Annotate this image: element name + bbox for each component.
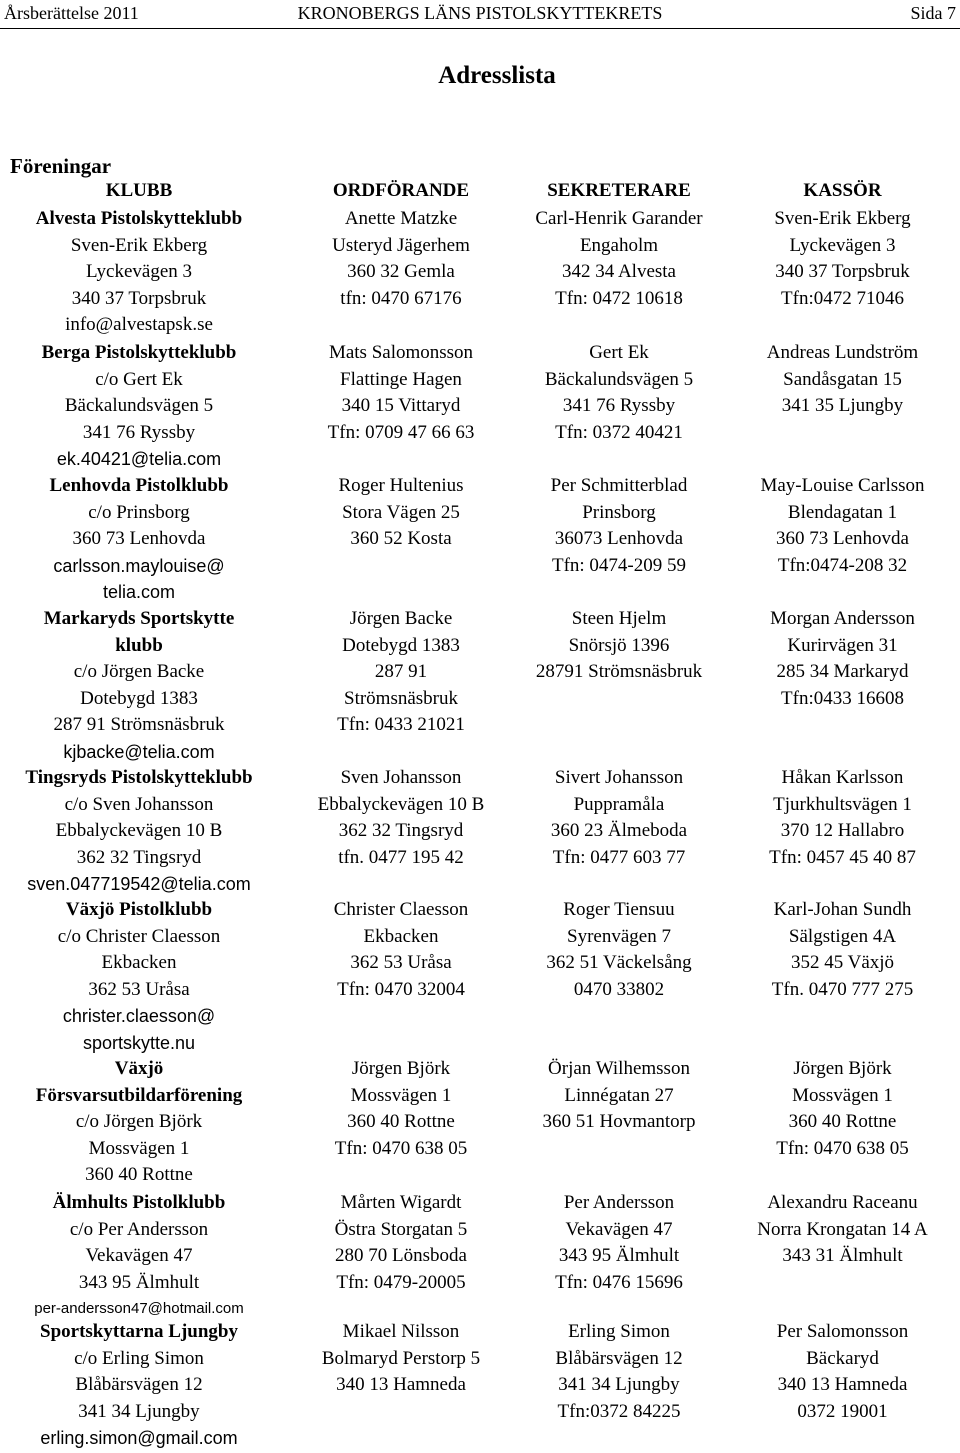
address-line: Sälgstigen 4A xyxy=(788,925,897,947)
club-lenhovda-sekreterare xyxy=(508,473,730,579)
address-line: c/o Erling Simon xyxy=(74,1347,204,1369)
address-line: 360 23 Älmeboda xyxy=(550,820,688,841)
address-line: 280 70 Lönsboda xyxy=(335,1245,467,1266)
club-alvesta-kassor xyxy=(725,206,960,312)
person-name: Christer Claesson xyxy=(333,899,469,920)
address-line: Puppramåla xyxy=(573,793,665,815)
address-line: 342 34 Alvesta xyxy=(562,261,676,282)
phone-number: 0372 19001 xyxy=(797,1400,888,1422)
address-line: 360 51 Hovmantorp xyxy=(542,1111,696,1132)
email-address: per-andersson47@hotmail.com xyxy=(34,1300,244,1317)
club-alvesta-info xyxy=(0,206,278,339)
address-line: Ekbacken xyxy=(101,952,177,973)
address-line: 343 95 Älmhult xyxy=(78,1271,200,1293)
address-line: 340 13 Hamneda xyxy=(336,1374,466,1395)
person-name: Håkan Karlsson xyxy=(781,767,904,788)
person-name: Roger Hultenius xyxy=(338,475,464,496)
address-line: 341 34 Ljungby xyxy=(78,1400,200,1422)
club-markaryd-info xyxy=(0,606,278,765)
phone-number: tfn: 0470 67176 xyxy=(340,287,462,309)
club-almhult-kassor xyxy=(725,1190,960,1270)
person-name: Per Schmitterblad xyxy=(550,475,688,496)
address-line: 287 91 xyxy=(374,661,428,682)
address-line: 352 45 Växjö xyxy=(790,952,895,973)
person-name: Steen Hjelm xyxy=(571,608,667,629)
address-line: 340 13 Hamneda xyxy=(777,1374,908,1395)
email-address: erling.simon@gmail.com xyxy=(40,1428,238,1448)
address-line: 360 40 Rottne xyxy=(85,1164,193,1185)
address-line: 340 15 Vittaryd xyxy=(341,395,461,416)
address-line: Dotebygd 1383 xyxy=(80,687,198,709)
club-name: Älmhults Pistolklubb xyxy=(52,1192,226,1213)
column-header-ordforande: ORDFÖRANDE xyxy=(332,180,470,201)
phone-number: Tfn: 0479-20005 xyxy=(336,1271,466,1293)
address-line: 287 91 Strömsnäsbruk xyxy=(53,714,225,735)
address-line: 362 53 Uråsa xyxy=(350,952,452,973)
address-line: Dotebygd 1383 xyxy=(342,634,460,656)
address-line: c/o Gert Ek xyxy=(95,368,183,390)
person-name: Alexandru Raceanu xyxy=(767,1192,918,1213)
column-header-klubb: KLUBB xyxy=(105,180,173,201)
header-divider xyxy=(0,28,960,29)
address-line: Strömsnäsbruk xyxy=(344,687,458,709)
address-line: Mossvägen 1 xyxy=(88,1137,190,1159)
phone-number: Tfn: 0433 21021 xyxy=(337,714,465,735)
club-berga-sekreterare xyxy=(508,340,730,446)
column-header-kassor: KASSÖR xyxy=(803,180,882,201)
club-ljungby-kassor xyxy=(725,1319,960,1425)
club-vaxjo-forsvarsutbildare-sekreterare xyxy=(508,1056,730,1136)
email-address: kjbacke@telia.com xyxy=(63,741,215,762)
phone-number: Tfn:0472 71046 xyxy=(781,287,904,309)
address-line: c/o Sven Johansson xyxy=(64,793,214,815)
phone-number: Tfn: 0470 32004 xyxy=(337,978,465,1000)
person-name: Per Salomonsson xyxy=(776,1321,909,1342)
club-tingsryd-kassor xyxy=(725,765,960,871)
page-title: Adresslista xyxy=(438,62,556,89)
address-line: Kurirvägen 31 xyxy=(787,634,898,656)
person-name: Jörgen Björk xyxy=(793,1058,892,1079)
address-line: 285 34 Markaryd xyxy=(776,661,909,682)
address-line: Blåbärsvägen 12 xyxy=(555,1347,683,1369)
address-line: Ebbalyckevägen 10 B xyxy=(55,820,223,841)
club-name: Sportskyttarna Ljungby xyxy=(40,1321,238,1342)
address-line: Sandåsgatan 15 xyxy=(783,368,902,390)
phone-number: 0470 33802 xyxy=(573,978,665,1000)
person-name: Roger Tiensuu xyxy=(563,899,675,920)
address-line: 343 95 Älmhult xyxy=(558,1245,680,1266)
address-line: Linnégatan 27 xyxy=(564,1084,674,1106)
address-line: Mossvägen 1 xyxy=(792,1084,893,1106)
club-alvesta-sekreterare xyxy=(508,206,730,312)
club-ljungby-info xyxy=(0,1319,278,1452)
address-line: Vekavägen 47 xyxy=(565,1218,673,1240)
phone-number: Tfn: 0372 40421 xyxy=(555,421,683,443)
address-line: Sven-Erik Ekberg xyxy=(70,234,208,256)
person-name: Jörgen Björk xyxy=(351,1058,451,1079)
address-line: Bäckalundsvägen 5 xyxy=(64,395,214,416)
address-line: 360 73 Lenhovda xyxy=(72,528,206,549)
person-name: Mårten Wigardt xyxy=(340,1192,462,1213)
address-line: 370 12 Hallabro xyxy=(780,820,905,841)
club-vaxjo-pistolklubb-info xyxy=(0,897,278,1056)
address-line: Blåbärsvägen 12 xyxy=(75,1374,203,1395)
address-line: Lyckevägen 3 xyxy=(789,234,896,256)
person-name: Mats Salomonsson xyxy=(328,342,474,363)
address-line: Bolmaryd Perstorp 5 xyxy=(321,1347,481,1369)
phone-number: Tfn:0433 16608 xyxy=(781,687,904,709)
club-lenhovda-kassor xyxy=(725,473,960,579)
club-markaryd-ordforande xyxy=(290,606,512,739)
person-name: Jörgen Backe xyxy=(349,608,453,629)
address-line: Tjurkhultsvägen 1 xyxy=(773,793,912,815)
address-line: 362 51 Väckelsång xyxy=(546,952,692,973)
club-berga-ordforande xyxy=(290,340,512,446)
address-line: Bäckalundsvägen 5 xyxy=(544,368,694,390)
address-line: 341 35 Ljungby xyxy=(781,395,904,416)
phone-number: Tfn: 0476 15696 xyxy=(555,1271,683,1293)
club-berga-info xyxy=(0,340,278,473)
address-line: 362 53 Uråsa xyxy=(88,978,190,1000)
phone-number: tfn. 0477 195 42 xyxy=(338,846,464,868)
address-line: Flattinge Hagen xyxy=(340,368,462,390)
address-line: 343 31 Älmhult xyxy=(782,1245,903,1266)
address-line: 340 37 Torpsbruk xyxy=(71,287,207,309)
address-line: 28791 Strömsnäsbruk xyxy=(535,661,703,682)
address-line: 341 76 Ryssby xyxy=(562,395,676,416)
person-name: Anette Matzke xyxy=(344,208,458,229)
club-name: klubb xyxy=(115,634,163,656)
club-vaxjo-pistolklubb-sekreterare xyxy=(508,897,730,1003)
person-name: Per Andersson xyxy=(563,1192,675,1213)
email-address: sportskytte.nu xyxy=(82,1032,196,1053)
club-markaryd-sekreterare xyxy=(508,606,730,686)
club-vaxjo-forsvarsutbildare-ordforande xyxy=(290,1056,512,1162)
club-tingsryd-ordforande xyxy=(290,765,512,871)
phone-number: Tfn:0474-208 32 xyxy=(777,554,908,576)
club-markaryd-kassor xyxy=(725,606,960,712)
email-address: christer.claesson@ xyxy=(62,1006,216,1026)
person-name: Karl-Johan Sundh xyxy=(773,899,912,920)
club-tingsryd-sekreterare xyxy=(508,765,730,871)
phone-number: Tfn: 0477 603 77 xyxy=(552,846,686,868)
person-name: Gert Ek xyxy=(589,342,649,363)
address-line: 360 32 Gemla xyxy=(347,261,455,282)
phone-number: Tfn: 0470 638 05 xyxy=(334,1137,468,1159)
email-address: sven.047719542@telia.com xyxy=(27,874,251,894)
address-line: Östra Storgatan 5 xyxy=(334,1218,468,1240)
club-ljungby-sekreterare xyxy=(508,1319,730,1425)
phone-number: Tfn:0372 84225 xyxy=(557,1400,681,1422)
address-line: 341 34 Ljungby xyxy=(558,1374,680,1395)
person-name: Carl-Henrik Garander xyxy=(535,208,703,229)
address-line: 360 52 Kosta xyxy=(350,528,452,549)
section-heading: Föreningar xyxy=(10,154,112,178)
club-alvesta-ordforande xyxy=(290,206,512,312)
person-name: May-Louise Carlsson xyxy=(760,475,925,496)
club-vaxjo-forsvarsutbildare-kassor xyxy=(725,1056,960,1162)
club-vaxjo-forsvarsutbildare-info xyxy=(0,1056,278,1189)
club-almhult-sekreterare xyxy=(508,1190,730,1296)
address-line: c/o Prinsborg xyxy=(88,501,190,523)
email-address: ek.40421@telia.com xyxy=(56,449,222,469)
report-year: Årsberättelse 2011 xyxy=(4,3,139,23)
address-line: Usteryd Jägerhem xyxy=(332,234,470,256)
address-line: 341 76 Ryssby xyxy=(82,421,196,443)
club-almhult-info xyxy=(0,1190,278,1323)
phone-number: Tfn: 0457 45 40 87 xyxy=(769,846,916,868)
page-number: Sida 7 xyxy=(910,3,956,23)
person-name: Sven Johansson xyxy=(340,767,462,788)
address-line: 360 40 Rottne xyxy=(788,1111,897,1132)
person-name: Örjan Wilhemsson xyxy=(548,1058,690,1079)
address-line: c/o Jörgen Backe xyxy=(73,661,205,682)
club-name: Tingsryds Pistolskytteklubb xyxy=(25,767,253,788)
address-line: Engaholm xyxy=(579,234,659,256)
address-line: 360 73 Lenhovda xyxy=(776,528,909,549)
club-name: Alvesta Pistolskytteklubb xyxy=(35,208,243,229)
address-line: Stora Vägen 25 xyxy=(342,501,460,523)
address-line: c/o Christer Claesson xyxy=(57,925,221,947)
club-name: Försvarsutbildarförening xyxy=(35,1084,243,1106)
email-address: info@alvestapsk.se xyxy=(65,314,213,335)
person-name: Sven-Erik Ekberg xyxy=(774,208,911,229)
address-line: 36073 Lenhovda xyxy=(554,528,684,549)
address-line: Norra Krongatan 14 A xyxy=(757,1218,928,1240)
email-address: carlsson.maylouise@ xyxy=(53,555,225,576)
club-name: Lenhovda Pistolklubb xyxy=(49,475,229,496)
address-line: 362 32 Tingsryd xyxy=(76,846,202,868)
person-name: Morgan Andersson xyxy=(770,608,915,629)
organization-name: KRONOBERGS LÄNS PISTOLSKYTTEKRETS xyxy=(297,3,663,23)
club-ljungby-ordforande xyxy=(290,1319,512,1399)
phone-number: Tfn: 0474-209 59 xyxy=(551,554,687,576)
address-line: Syrenvägen 7 xyxy=(567,925,671,947)
address-line: Ebbalyckevägen 10 B xyxy=(317,793,485,815)
phone-number: Tfn. 0470 777 275 xyxy=(771,978,914,1000)
address-line: Blendagatan 1 xyxy=(787,501,898,523)
address-line: Bäckaryd xyxy=(806,1347,879,1369)
club-tingsryd-info xyxy=(0,765,278,898)
club-name: Växjö xyxy=(114,1058,164,1079)
address-line: Ekbacken xyxy=(363,925,439,947)
address-line: Vekavägen 47 xyxy=(85,1245,193,1266)
column-header-sekreterare: SEKRETERARE xyxy=(547,180,691,201)
phone-number: Tfn: 0472 10618 xyxy=(555,287,683,309)
person-name: Sivert Johansson xyxy=(554,767,684,788)
club-lenhovda-ordforande xyxy=(290,473,512,553)
address-line: Lyckevägen 3 xyxy=(85,261,193,282)
person-name: Erling Simon xyxy=(568,1321,670,1342)
phone-number: Tfn: 0709 47 66 63 xyxy=(327,421,475,443)
club-name: Markaryds Sportskytte xyxy=(43,608,235,629)
address-line: Prinsborg xyxy=(582,501,656,523)
club-vaxjo-pistolklubb-kassor xyxy=(725,897,960,1003)
address-line: c/o Jörgen Björk xyxy=(75,1111,203,1132)
address-line: 340 37 Torpsbruk xyxy=(775,261,910,282)
club-lenhovda-info xyxy=(0,473,278,606)
club-name: Växjö Pistolklubb xyxy=(65,899,213,920)
club-almhult-ordforande xyxy=(290,1190,512,1296)
club-name: Berga Pistolskytteklubb xyxy=(41,342,237,363)
address-line: 362 32 Tingsryd xyxy=(338,820,464,841)
club-berga-kassor xyxy=(725,340,960,420)
club-vaxjo-pistolklubb-ordforande xyxy=(290,897,512,1003)
address-line: c/o Per Andersson xyxy=(69,1218,209,1240)
phone-number: Tfn: 0470 638 05 xyxy=(776,1137,909,1159)
page-header xyxy=(0,0,960,28)
address-line: Mossvägen 1 xyxy=(350,1084,452,1106)
person-name: Mikael Nilsson xyxy=(342,1321,460,1342)
person-name: Andreas Lundström xyxy=(766,342,919,363)
address-line: 360 40 Rottne xyxy=(347,1111,455,1132)
address-line: Snörsjö 1396 xyxy=(568,634,670,656)
email-address: telia.com xyxy=(102,582,176,602)
